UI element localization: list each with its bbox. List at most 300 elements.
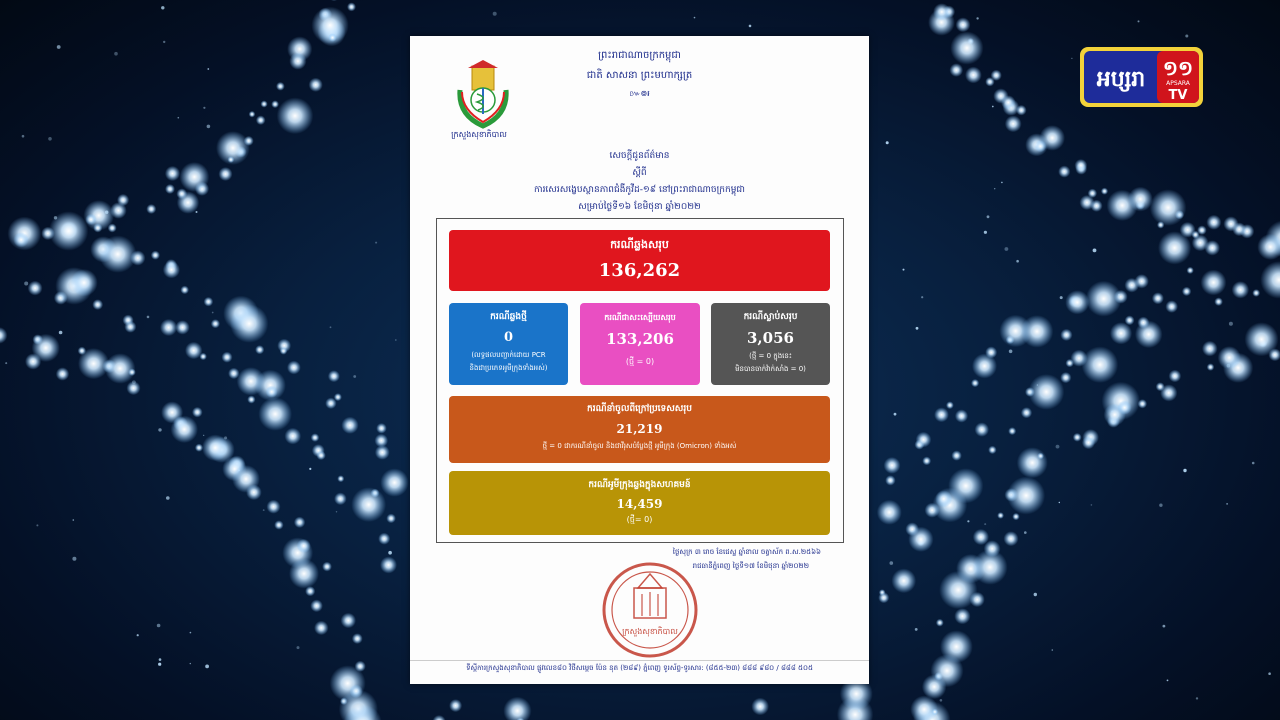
sparkle-speck	[309, 468, 311, 470]
covid-report-document	[410, 36, 869, 684]
sparkle-dot	[146, 204, 156, 214]
sparkle-speck	[395, 339, 397, 341]
sparkle-dot	[954, 608, 970, 624]
sparkle-speck	[330, 326, 332, 328]
sparkle-dot	[160, 319, 177, 336]
sparkle-speck	[1001, 182, 1003, 184]
sparkle-dot	[1135, 274, 1149, 288]
sparkle-dot	[1005, 115, 1022, 132]
sparkle-dot	[1201, 270, 1227, 296]
sparkle-speck	[73, 519, 75, 521]
sparkle-speck	[1009, 350, 1013, 354]
sparkle-speck	[190, 663, 191, 664]
sparkle-dot	[376, 423, 387, 434]
sparkle-dot	[950, 63, 964, 77]
sparkle-dot	[997, 512, 1004, 519]
sparkle-speck	[157, 624, 161, 628]
sparkle-speck	[1185, 35, 1188, 38]
sparkle-dot	[271, 100, 279, 108]
sparkle-dot	[0, 327, 7, 344]
sparkle-dot	[1017, 447, 1048, 478]
sparkle-speck	[915, 628, 918, 631]
sparkle-dot	[432, 715, 445, 720]
sparkle-dot	[13, 232, 28, 247]
deaths-value: 3,056	[747, 329, 794, 347]
sparkle-dot	[180, 286, 189, 295]
sparkle-speck	[207, 68, 209, 70]
recovered-value: 133,206	[606, 330, 674, 348]
sparkle-dot	[256, 115, 266, 125]
ministry-address: ទីស្តីការក្រសួងសុខាភិបាល ផ្លូវលេខ៨០ វិថីសម្តេច ប៉ែន នុត (២៨៩) ភ្នំពេញ ទូរស័ព្ទ-ទូរសារ: (៨៥៥-២៣) ៨៨៨ ៩៨០ / ៨៨៨ ៥០៥	[410, 660, 869, 674]
sparkle-dot	[334, 393, 342, 401]
sparkle-dot	[922, 457, 931, 466]
sparkle-dot	[910, 696, 938, 720]
sparkle-speck	[1016, 260, 1019, 263]
sparkle-speck	[1071, 58, 1072, 59]
sparkle-dot	[1058, 166, 1070, 178]
sparkle-speck	[24, 282, 28, 286]
sparkle-speck	[224, 436, 227, 439]
sparkle-speck	[976, 17, 978, 19]
sparkle-dot	[1169, 370, 1182, 383]
channel-name: អប្សរា	[1096, 67, 1146, 92]
sparkle-dot	[128, 368, 136, 376]
sparkle-dot	[249, 111, 256, 118]
sparkle-dot	[955, 409, 968, 422]
sparkle-speck	[894, 413, 897, 416]
sparkle-dot	[175, 320, 189, 334]
motto-line: ជាតិ សាសនា ព្រះមហាក្សត្រ	[586, 70, 693, 81]
sparkle-dot	[180, 162, 210, 192]
sparkle-dot	[751, 698, 769, 716]
sparkle-dot	[1075, 159, 1088, 172]
sparkle-dot	[503, 697, 531, 720]
sparkle-dot	[378, 533, 390, 545]
recovered-label: ករណីជាសះស្បើយសរុប	[604, 313, 676, 322]
sparkle-dot	[41, 227, 54, 240]
sparkle-dot	[1202, 341, 1218, 357]
sparkle-dot	[934, 407, 949, 422]
sparkle-dot	[1207, 363, 1215, 371]
sparkle-speck	[190, 632, 192, 634]
sparkle-speck	[297, 646, 300, 649]
sparkle-speck	[1024, 531, 1027, 534]
sparkle-speck	[858, 710, 860, 712]
sparkle-speck	[207, 125, 211, 129]
sparkle-dot	[1101, 188, 1108, 195]
sparkle-dot	[916, 432, 932, 448]
community-cases-note: (ថ្មី= 0)	[626, 515, 653, 524]
sparkle-dot	[276, 82, 285, 91]
new-cases-note-1: (លទ្ធផលបញ្ជាក់ដោយ PCR	[471, 351, 546, 359]
report-title	[410, 148, 869, 216]
sparkle-dot	[163, 261, 180, 278]
sparkle-speck	[263, 509, 265, 511]
sparkle-dot	[176, 188, 187, 199]
sparkle-dot	[341, 417, 358, 434]
sparkle-dot	[877, 500, 902, 525]
sparkle-dot	[1125, 315, 1135, 325]
sparkle-dot	[297, 539, 311, 553]
sparkle-speck	[48, 137, 52, 141]
sparkle-speck	[940, 699, 943, 702]
sparkle-dot	[1137, 317, 1149, 329]
title-line-2: ស្តីពី	[632, 168, 647, 178]
sparkle-speck	[196, 211, 198, 213]
sparkle-dot	[885, 475, 895, 485]
sparkle-dot	[1214, 297, 1223, 306]
sparkle-dot	[347, 2, 356, 11]
sparkle-speck	[1159, 504, 1162, 507]
total-cases-value: 136,262	[598, 260, 681, 281]
sparkle-dot	[337, 475, 344, 482]
sparkle-speck	[984, 523, 986, 525]
sparkle-dot	[1008, 427, 1016, 435]
sparkle-dot	[1150, 189, 1187, 226]
sparkle-speck	[163, 41, 165, 43]
sparkle-dot	[316, 451, 325, 460]
sparkle-speck	[238, 469, 240, 471]
sparkle-dot	[258, 397, 292, 431]
sparkle-dot	[85, 214, 96, 225]
sparkle-dot	[334, 493, 347, 506]
sparkle-dot	[948, 468, 983, 503]
sparkle-dot	[878, 592, 889, 603]
sparkle-dot	[1138, 399, 1147, 408]
stats-frame	[436, 218, 844, 543]
sparkle-speck	[984, 231, 987, 234]
solar-date: រាជធានីភ្នំពេញ ថ្ងៃទី១៧ ខែមិថុនា ឆ្នាំ២០២២	[692, 562, 809, 570]
sparkle-speck	[1034, 593, 1037, 596]
recovered-box	[580, 303, 700, 385]
deaths-note-2: មិនបានចាក់វ៉ាក់សាំង = 0)	[735, 365, 806, 373]
lunar-date: ថ្ងៃសុក្រ ៣ រោច ខែជេស្ឋ ឆ្នាំខាល ចត្វាស័ក ព.ស.២៥៦៦	[672, 548, 821, 556]
sparkle-dot	[322, 562, 332, 572]
sparkle-dot	[985, 346, 997, 358]
sparkle-dot	[1060, 329, 1072, 341]
sparkle-dot	[192, 407, 203, 418]
sparkle-dot	[940, 630, 973, 663]
sparkle-speck	[694, 17, 696, 19]
sparkle-dot	[171, 416, 198, 443]
sparkle-dot	[261, 100, 268, 107]
sparkle-dot	[328, 33, 337, 42]
sparkle-dot	[277, 98, 314, 135]
sparkle-speck	[158, 663, 161, 666]
sparkle-dot	[1065, 290, 1089, 314]
sparkle-dot	[267, 500, 281, 514]
sparkle-dot	[341, 613, 356, 628]
sparkle-dot	[105, 353, 136, 384]
sparkle-speck	[903, 269, 905, 271]
sparkle-speck	[203, 107, 205, 109]
sparkle-dot	[222, 352, 233, 363]
sparkle-dot	[950, 31, 983, 64]
sparkle-dot	[329, 0, 340, 1]
new-cases-label: ករណីឆ្លងថ្មី	[490, 312, 527, 322]
sparkle-speck	[1167, 680, 1169, 682]
sparkle-dot	[165, 184, 175, 194]
sparkle-dot	[230, 304, 268, 342]
sparkle-speck	[886, 141, 889, 144]
sparkle-dot	[936, 619, 944, 627]
sparkle-speck	[1183, 469, 1186, 472]
channel-sub: APSARA	[1166, 80, 1190, 87]
sparkle-dot	[1007, 477, 1045, 515]
sparkle-speck	[1252, 462, 1255, 465]
sparkle-speck	[5, 362, 7, 364]
imported-cases-box	[449, 396, 830, 463]
ministry-logo-icon	[450, 60, 516, 130]
sparkle-dot	[314, 621, 328, 635]
sparkle-speck	[1196, 697, 1198, 699]
imported-cases-note: ថ្មី = 0 ជាករណីនាំចូល និងជាវីរុសបំប្លែងថ្មី អូមីក្រុង (Omicron) ទាំងអស់	[542, 442, 737, 450]
sparkle-dot	[309, 78, 323, 92]
kingdom-line: ព្រះរាជាណាចក្រកម្ពុជា	[598, 50, 681, 61]
sparkle-speck	[54, 216, 57, 219]
sparkle-speck	[987, 215, 990, 218]
total-cases-box	[449, 230, 830, 291]
stamp-text: ក្រសួងសុខាភិបាល	[622, 627, 678, 636]
sparkle-speck	[916, 327, 919, 330]
sparkle-dot	[988, 446, 996, 454]
sparkle-dot	[1152, 292, 1164, 304]
title-line-4: សម្រាប់ថ្ងៃទី១៦ ខែមិថុនា ឆ្នាំ២០២២	[578, 202, 701, 212]
sparkle-dot	[1157, 221, 1164, 228]
sparkle-speck	[205, 665, 209, 669]
sparkle-dot	[380, 468, 408, 496]
sparkle-dot	[1165, 300, 1178, 313]
sparkle-speck	[1111, 411, 1113, 413]
sparkle-dot	[70, 269, 97, 296]
sparkle-speck	[1268, 672, 1271, 675]
sparkle-dot	[219, 167, 233, 181]
sparkle-dot	[130, 250, 145, 265]
sparkle-speck	[967, 520, 969, 522]
sparkle-speck	[158, 428, 161, 431]
sparkle-dot	[124, 321, 136, 333]
sparkle-dot	[1180, 222, 1196, 238]
sparkle-dot	[970, 592, 985, 607]
channel-number: ១១	[1162, 56, 1194, 80]
sparkle-dot	[352, 633, 363, 644]
sparkle-speck	[1037, 384, 1039, 386]
official-stamp-icon	[598, 560, 702, 660]
sparkle-speck	[178, 117, 180, 119]
community-cases-box	[449, 471, 830, 535]
deaths-box	[711, 303, 830, 385]
sparkle-dot	[1004, 531, 1019, 546]
sparkle-dot	[99, 235, 136, 272]
sparkle-dot	[93, 223, 102, 232]
sparkle-dot	[311, 433, 320, 442]
sparkle-dot	[1128, 187, 1153, 212]
sparkle-speck	[1059, 502, 1060, 503]
sparkle-dot	[1260, 261, 1280, 299]
apsara-tv-logo-icon	[1079, 46, 1204, 108]
sparkle-dot	[1205, 240, 1220, 255]
total-cases-label: ករណីឆ្លងសរុប	[610, 238, 669, 251]
sparkle-speck	[166, 496, 170, 500]
sparkle-dot	[289, 559, 319, 589]
sparkle-dot	[971, 379, 979, 387]
sparkle-speck	[1226, 503, 1228, 505]
sparkle-speck	[1052, 649, 1054, 651]
sparkle-speck	[1060, 296, 1063, 299]
sparkle-dot	[1110, 322, 1132, 344]
sparkle-dot	[449, 699, 462, 712]
sparkle-speck	[1091, 504, 1093, 506]
sparkle-speck	[59, 331, 63, 335]
sparkle-speck	[353, 375, 356, 378]
sparkle-speck	[1093, 249, 1097, 253]
sparkle-speck	[161, 6, 164, 9]
sparkle-speck	[212, 312, 214, 314]
sparkle-dot	[56, 367, 69, 380]
sparkle-dot	[380, 557, 397, 574]
sparkle-dot	[1082, 346, 1119, 383]
sparkle-dot	[28, 281, 43, 296]
sparkle-speck	[57, 45, 61, 49]
sparkle-dot	[933, 3, 950, 20]
sparkle-dot	[200, 353, 207, 360]
sparkle-speck	[132, 380, 136, 384]
sparkle-dot	[1034, 140, 1046, 152]
ornament-line: ៚៙៛	[629, 89, 650, 98]
sparkle-speck	[992, 106, 994, 108]
sparkle-speck	[105, 211, 108, 214]
sparkle-dot	[1088, 189, 1097, 198]
channel-tv: TV	[1168, 88, 1188, 103]
sparkle-dot	[280, 347, 288, 355]
sparkle-speck	[921, 296, 923, 298]
sparkle-dot	[1187, 267, 1194, 274]
sparkle-speck	[1005, 247, 1009, 251]
sparkle-speck	[890, 561, 894, 565]
sparkle-dot	[908, 527, 933, 552]
sparkle-dot	[204, 297, 214, 307]
sparkle-speck	[336, 511, 337, 512]
deaths-label: ករណីស្លាប់សរុប	[743, 312, 798, 322]
sparkle-dot	[228, 156, 235, 163]
sparkle-dot	[1073, 433, 1082, 442]
sparkle-speck	[159, 658, 162, 661]
sparkle-dot	[965, 67, 982, 84]
sparkle-speck	[1229, 322, 1233, 326]
sparkle-dot	[287, 361, 301, 375]
sparkle-speck	[749, 25, 752, 28]
sparkle-dot	[386, 514, 396, 524]
sparkle-speck	[994, 188, 995, 189]
sparkle-dot	[1029, 374, 1065, 410]
sparkle-speck	[72, 557, 76, 561]
sparkle-dot	[1232, 281, 1249, 298]
sparkle-speck	[147, 316, 150, 319]
new-cases-box	[449, 303, 568, 385]
sparkle-speck	[1118, 294, 1120, 296]
sparkle-dot	[375, 445, 390, 460]
sparkle-speck	[203, 435, 204, 436]
sparkle-dot	[884, 457, 901, 474]
sparkle-dot	[1182, 287, 1191, 296]
sparkle-dot	[1257, 234, 1280, 260]
sparkle-dot	[985, 77, 994, 86]
sparkle-dot	[1012, 513, 1019, 520]
sparkle-dot	[211, 319, 220, 328]
sparkle-dot	[151, 251, 160, 260]
sparkle-dot	[1021, 315, 1054, 348]
sparkle-dot	[892, 569, 917, 594]
new-cases-note-2: និងជាប្រភេទអូមីក្រុងទាំងអស់)	[469, 364, 548, 372]
new-cases-value: 0	[503, 330, 514, 345]
imported-cases-value: 21,219	[616, 422, 663, 436]
sparkle-speck	[114, 52, 118, 56]
sparkle-speck	[22, 135, 25, 138]
sparkle-dot	[310, 600, 323, 613]
sparkle-dot	[305, 586, 315, 596]
recovered-note: (ថ្មី = 0)	[625, 357, 655, 366]
sparkle-dot	[951, 450, 961, 460]
sparkle-speck	[1056, 445, 1060, 449]
sparkle-dot	[1114, 290, 1128, 304]
sparkle-dot	[294, 517, 305, 528]
sparkle-dot	[1156, 382, 1165, 391]
sparkle-dot	[246, 485, 262, 501]
sparkle-dot	[328, 370, 340, 382]
community-cases-value: 14,459	[616, 497, 663, 511]
sparkle-dot	[956, 17, 971, 32]
sparkle-dot	[1252, 289, 1260, 297]
sparkle-speck	[36, 524, 38, 526]
sparkle-dot	[247, 395, 255, 403]
sparkle-dot	[1001, 95, 1016, 110]
ministry-name: ក្រសួងសុខាភិបាល	[451, 130, 507, 139]
sparkle-dot	[289, 53, 306, 70]
sparkle-speck	[137, 634, 139, 636]
sparkle-speck	[388, 551, 392, 555]
sparkle-dot	[975, 422, 989, 436]
sparkle-dot	[1197, 225, 1207, 235]
sparkle-dot	[165, 166, 180, 181]
sparkle-dot	[1118, 401, 1132, 415]
sparkle-speck	[493, 12, 497, 16]
sparkle-dot	[266, 386, 278, 398]
community-cases-label: ករណីអូមីក្រុងឆ្លងក្នុងសហគមន៍	[588, 480, 691, 490]
sparkle-dot	[1223, 216, 1238, 231]
sparkle-dot	[932, 709, 939, 716]
sparkle-speck	[375, 242, 377, 244]
sparkle-dot	[32, 334, 60, 362]
sparkle-speck	[1163, 625, 1166, 628]
sparkle-dot	[1206, 215, 1221, 230]
sparkle-dot	[274, 520, 283, 529]
sparkle-dot	[984, 540, 1001, 557]
sparkle-dot	[1060, 372, 1071, 383]
sparkle-dot	[946, 401, 954, 409]
sparkle-dot	[92, 299, 103, 310]
sparkle-dot	[351, 487, 386, 522]
sparkle-dot	[1037, 453, 1044, 460]
sparkle-dot	[195, 444, 203, 452]
title-line-1: សេចក្តីជូនព័ត៌មាន	[609, 151, 670, 161]
sparkle-dot	[1021, 407, 1032, 418]
title-line-3: ការសេរសង្ខេបស្ថានភាពជំងឺកូវីដ-១៩ នៅព្រះរាជាណាចក្រកម្ពុជា	[534, 185, 745, 195]
sparkle-speck	[1227, 364, 1231, 368]
sparkle-dot	[255, 345, 264, 354]
sparkle-dot	[285, 428, 302, 445]
deaths-note-1: (ថ្មី = 0 ក្នុងនេះ	[749, 352, 792, 360]
imported-cases-label: ករណីនាំចូលពីក្រៅប្រទេសសរុប	[587, 404, 692, 414]
